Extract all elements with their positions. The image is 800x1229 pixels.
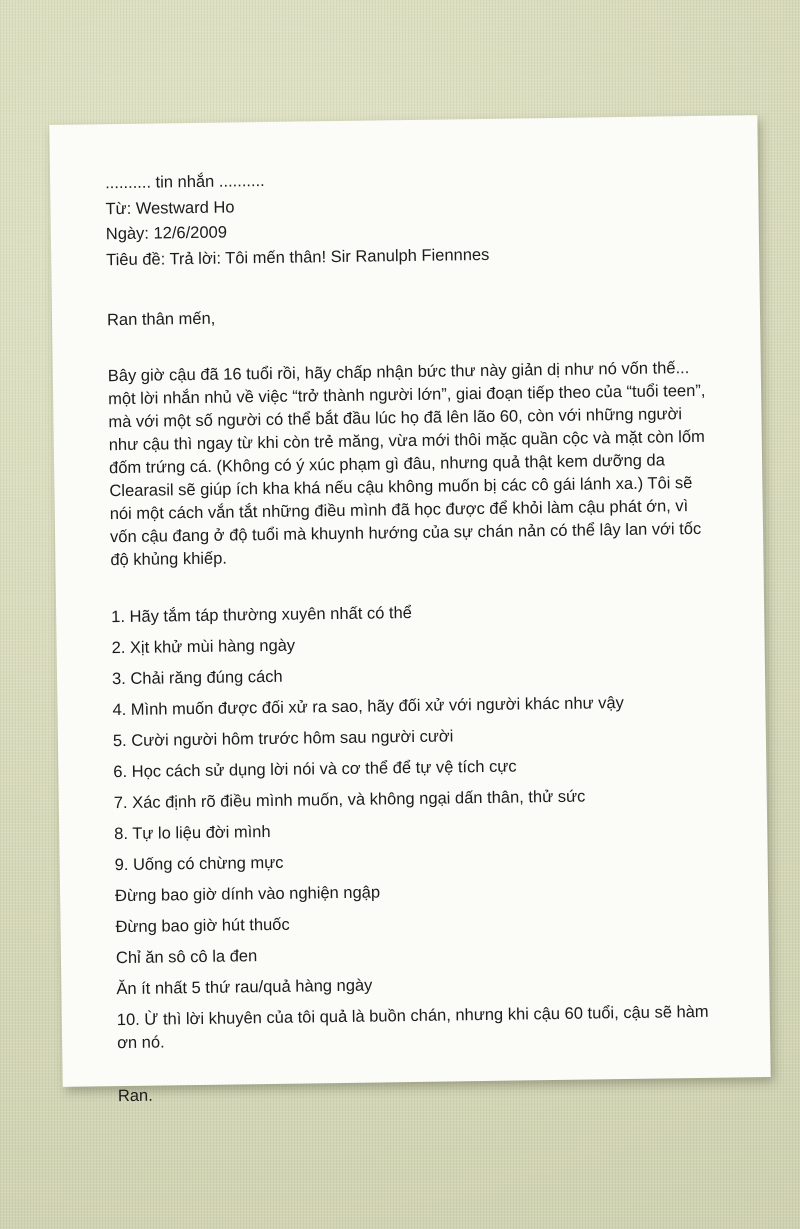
subject-line: Tiêu đề: Trả lời: Tôi mến thân! Sir Ranulph Fiennnes: [106, 245, 490, 269]
message-title: .......... tin nhắn ..........: [105, 171, 265, 193]
list-item: 8. Tự lo liệu đời mình: [114, 822, 271, 844]
list-item: 3. Chải răng đúng cách: [111, 667, 283, 689]
list-item: Chỉ ăn sô cô la đen: [115, 947, 258, 968]
list-item: 2. Xịt khử mùi hàng ngày: [111, 636, 296, 658]
list-item: Đừng bao giờ dính vào nghiện ngập: [114, 883, 381, 906]
letter-content: [105, 164, 718, 1108]
list-item: Đừng bao giờ hút thuốc: [115, 915, 290, 937]
list-item: 7. Xác định rõ điều mình muốn, và không ngại dấn thân, thử sức: [113, 787, 586, 813]
letter-body: [108, 357, 711, 572]
list-item: 10. Ừ thì lời khuyên của tôi quả là buồn chán, nhưng khi cậu 60 tuổi, cậu sẽ hàm ơn nó.: [116, 1002, 709, 1053]
body-paragraph: Bây giờ cậu đã 16 tuổi rồi, hãy chấp nhận bức thư này giản dị như nó vốn thế... một lời nhắn nhủ về việc “trở thành người lớn”, giai đoạn tiếp theo của “tuổi teen”, mà với một số người có thể bắt đầu lúc họ đã lên lão 60, còn với những người như cậu thì ngay từ khi còn trẻ măng, vừa mới thôi mặc quần cộc và mặt còn lốm đốm trứng cá. (Không có ý xúc phạm gì đâu, nhưng quả thật kem dưỡng da Clearasil sẽ giúp ích kha khá nếu cậu không muốn bị các cô gái lánh xa.) Tôi sẽ nói một cách vắn tắt những điều mình đã học được để khỏi làm cậu phát ớn, vì vốn cậu đang ở độ tuổi mà khuynh hướng của sự chán nản có thể lây lan với tốc độ khủng khiếp.: [107, 359, 706, 570]
list-item: Ăn ít nhất 5 thứ rau/quả hàng ngày: [116, 976, 373, 999]
signature: Ran.: [117, 1086, 153, 1106]
list-item: 9. Uống có chừng mực: [114, 853, 284, 875]
list-item: 1. Hãy tắm táp thường xuyên nhất có thể: [111, 603, 413, 627]
list-item: 4. Mình muốn được đối xử ra sao, hãy đối xử với người khác như vậy: [112, 694, 624, 720]
advice-list: [111, 598, 717, 1055]
salutation: Ran thân mến,: [106, 309, 216, 330]
list-item: 5. Cười người hôm trước hôm sau người cười: [112, 727, 454, 751]
date-line: Ngày: 12/6/2009: [105, 223, 228, 244]
list-item: 6. Học cách sử dụng lời nói và cơ thể để tự vệ tích cực: [113, 757, 517, 782]
from-line: Từ: Westward Ho: [105, 197, 235, 218]
letter-paper: [49, 115, 770, 1106]
